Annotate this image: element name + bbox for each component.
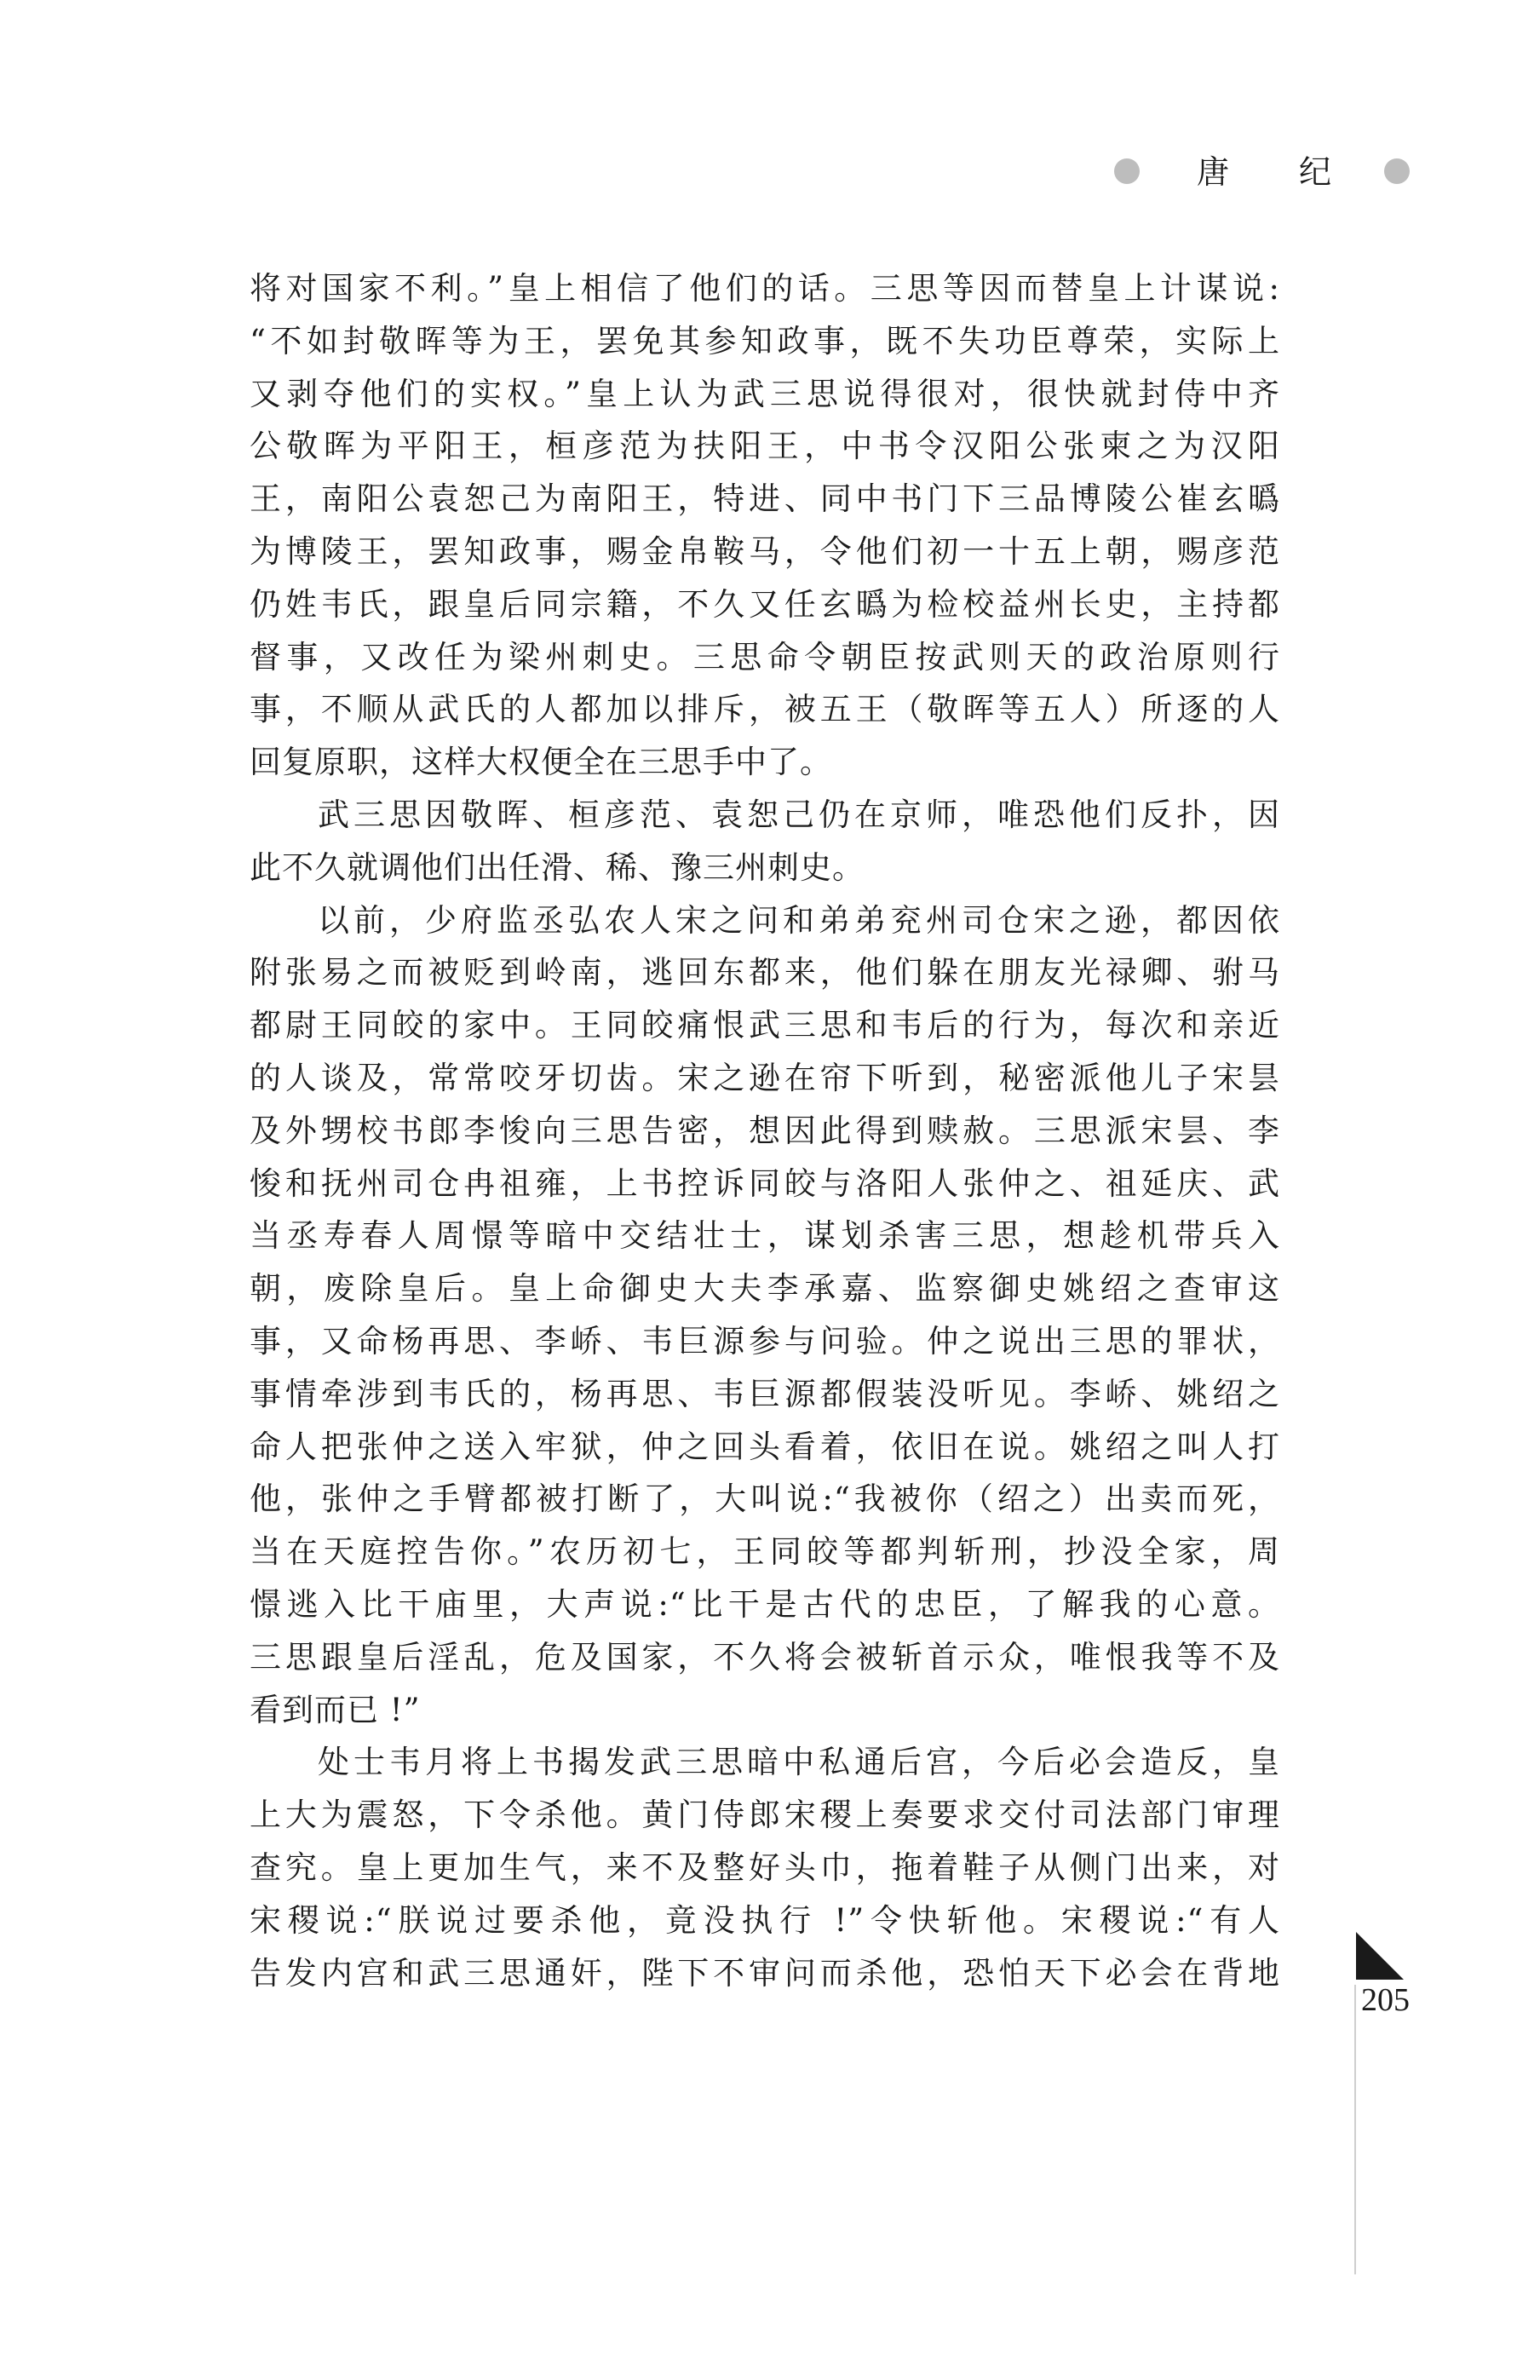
- text-line-last: 此不久就调他们出任滑、稀、豫三州刺史。: [250, 848, 865, 886]
- text-line: 当在天庭控告你。”农历初七，王同皎等都判斩刑，抄没全家，周: [250, 1533, 1280, 1571]
- text-line: “不如封敬晖等为王，罢免其参知政事，既不失功臣尊荣，实际上: [250, 322, 1280, 359]
- text-line-first: 以前，少府监丞弘农人宋之问和弟弟兖州司仓宋之逊，都因依: [318, 901, 1280, 939]
- header-dot-right: [1384, 158, 1410, 184]
- text-line: 朝，废除皇后。皇上命御史大夫李承嘉、监察御史姚绍之查审这: [250, 1270, 1280, 1308]
- text-line: 宋稷说:“朕说过要杀他，竟没执行 !”令快斩他。宋稷说:“有人: [250, 1901, 1280, 1939]
- text-line: 查究。皇上更加生气，来不及整好头巾，拖着鞋子从侧门出来，对: [250, 1848, 1280, 1886]
- text-line: 王，南阳公袁恕己为南阳王，特进、同中书门下三品博陵公崔玄㬙: [250, 480, 1280, 518]
- page-corner-triangle: [1356, 1932, 1404, 1980]
- text-line: 告发内宫和武三思通奸，陛下不审问而杀他，恐怕天下必会在背地: [250, 1954, 1280, 1992]
- header-dot-left: [1114, 158, 1140, 184]
- text-line: 憬逃入比干庙里，大声说:“比干是古代的忠臣，了解我的心意。: [250, 1585, 1280, 1623]
- text-line: 公敬晖为平阳王，桓彦范为扶阳王，中书令汉阳公张柬之为汉阳: [250, 428, 1280, 465]
- text-line: 事，又命杨再思、李峤、韦巨源参与问验。仲之说出三思的罪状，: [250, 1322, 1280, 1360]
- text-line: 将对国家不利。”皇上相信了他们的话。三思等因而替皇上计谋说:: [250, 270, 1280, 307]
- text-line: 三思跟皇后淫乱，危及国家，不久将会被斩首示众，唯恨我等不及: [250, 1638, 1280, 1676]
- text-line: 他，张仲之手臂都被打断了，大叫说:“我被你（绍之）出卖而死，: [250, 1480, 1280, 1518]
- text-line-last: 回复原职，这样大权便全在三思手中了。: [250, 744, 832, 781]
- text-line: 上大为震怒，下令杀他。黄门侍郎宋稷上奏要求交付司法部门审理: [250, 1796, 1280, 1834]
- text-line: 命人把张仲之送入牢狱，仲之回头看着，依旧在说。姚绍之叫人打: [250, 1428, 1280, 1465]
- text-line: 仍姓韦氏，跟皇后同宗籍，不久又任玄㬙为检校益州长史，主持都: [250, 585, 1280, 623]
- body-text: [250, 262, 1280, 1999]
- text-line: 的人谈及，常常咬牙切齿。宋之逊在帘下听到，秘密派他儿子宋昙: [250, 1059, 1280, 1096]
- paragraph-1: [250, 262, 1280, 789]
- text-line: 悛和抚州司仓冉祖雍，上书控诉同皎与洛阳人张仲之、祖延庆、武: [250, 1164, 1280, 1202]
- margin-rule: [1354, 1985, 1356, 2274]
- text-line: 为博陵王，罢知政事，赐金帛鞍马，令他们初一十五上朝，赐彦范: [250, 532, 1280, 570]
- text-line-last: 看到而已 !”: [250, 1691, 421, 1728]
- text-line-first: 武三思因敬晖、桓彦范、袁恕己仍在京师，唯恐他们反扑，因: [318, 796, 1280, 833]
- text-line: 事，不顺从武氏的人都加以排斥，被五王（敬晖等五人）所逐的人: [250, 691, 1280, 728]
- paragraph-4: [250, 1736, 1280, 1999]
- text-line: 都尉王同皎的家中。王同皎痛恨武三思和韦后的行为，每次和亲近: [250, 1007, 1280, 1044]
- text-line: 督事，又改任为梁州刺史。三思命令朝臣按武则天的政治原则行: [250, 638, 1280, 675]
- running-header: [1107, 152, 1431, 194]
- text-line: 又剥夺他们的实权。”皇上认为武三思说得很对，很快就封侍中齐: [250, 375, 1280, 412]
- paragraph-2: [250, 789, 1280, 894]
- text-line: 事情牵涉到韦氏的，杨再思、韦巨源都假装没听见。李峤、姚绍之: [250, 1375, 1280, 1412]
- header-title-left: 唐: [1197, 153, 1230, 191]
- page-number: 205: [1361, 1982, 1410, 2018]
- text-line: 附张易之而被贬到岭南，逃回东都来，他们躲在朋友光禄卿、驸马: [250, 954, 1280, 992]
- header-title-right: 纪: [1299, 153, 1332, 191]
- text-line-first: 处士韦月将上书揭发武三思暗中私通后宫，今后必会造反，皇: [318, 1744, 1280, 1781]
- text-line: 当丞寿春人周憬等暗中交结壮士，谋划杀害三思，想趁机带兵入: [250, 1217, 1280, 1255]
- text-line: 及外甥校书郎李悛向三思告密，想因此得到赎赦。三思派宋昙、李: [250, 1112, 1280, 1149]
- paragraph-3: [250, 894, 1280, 1737]
